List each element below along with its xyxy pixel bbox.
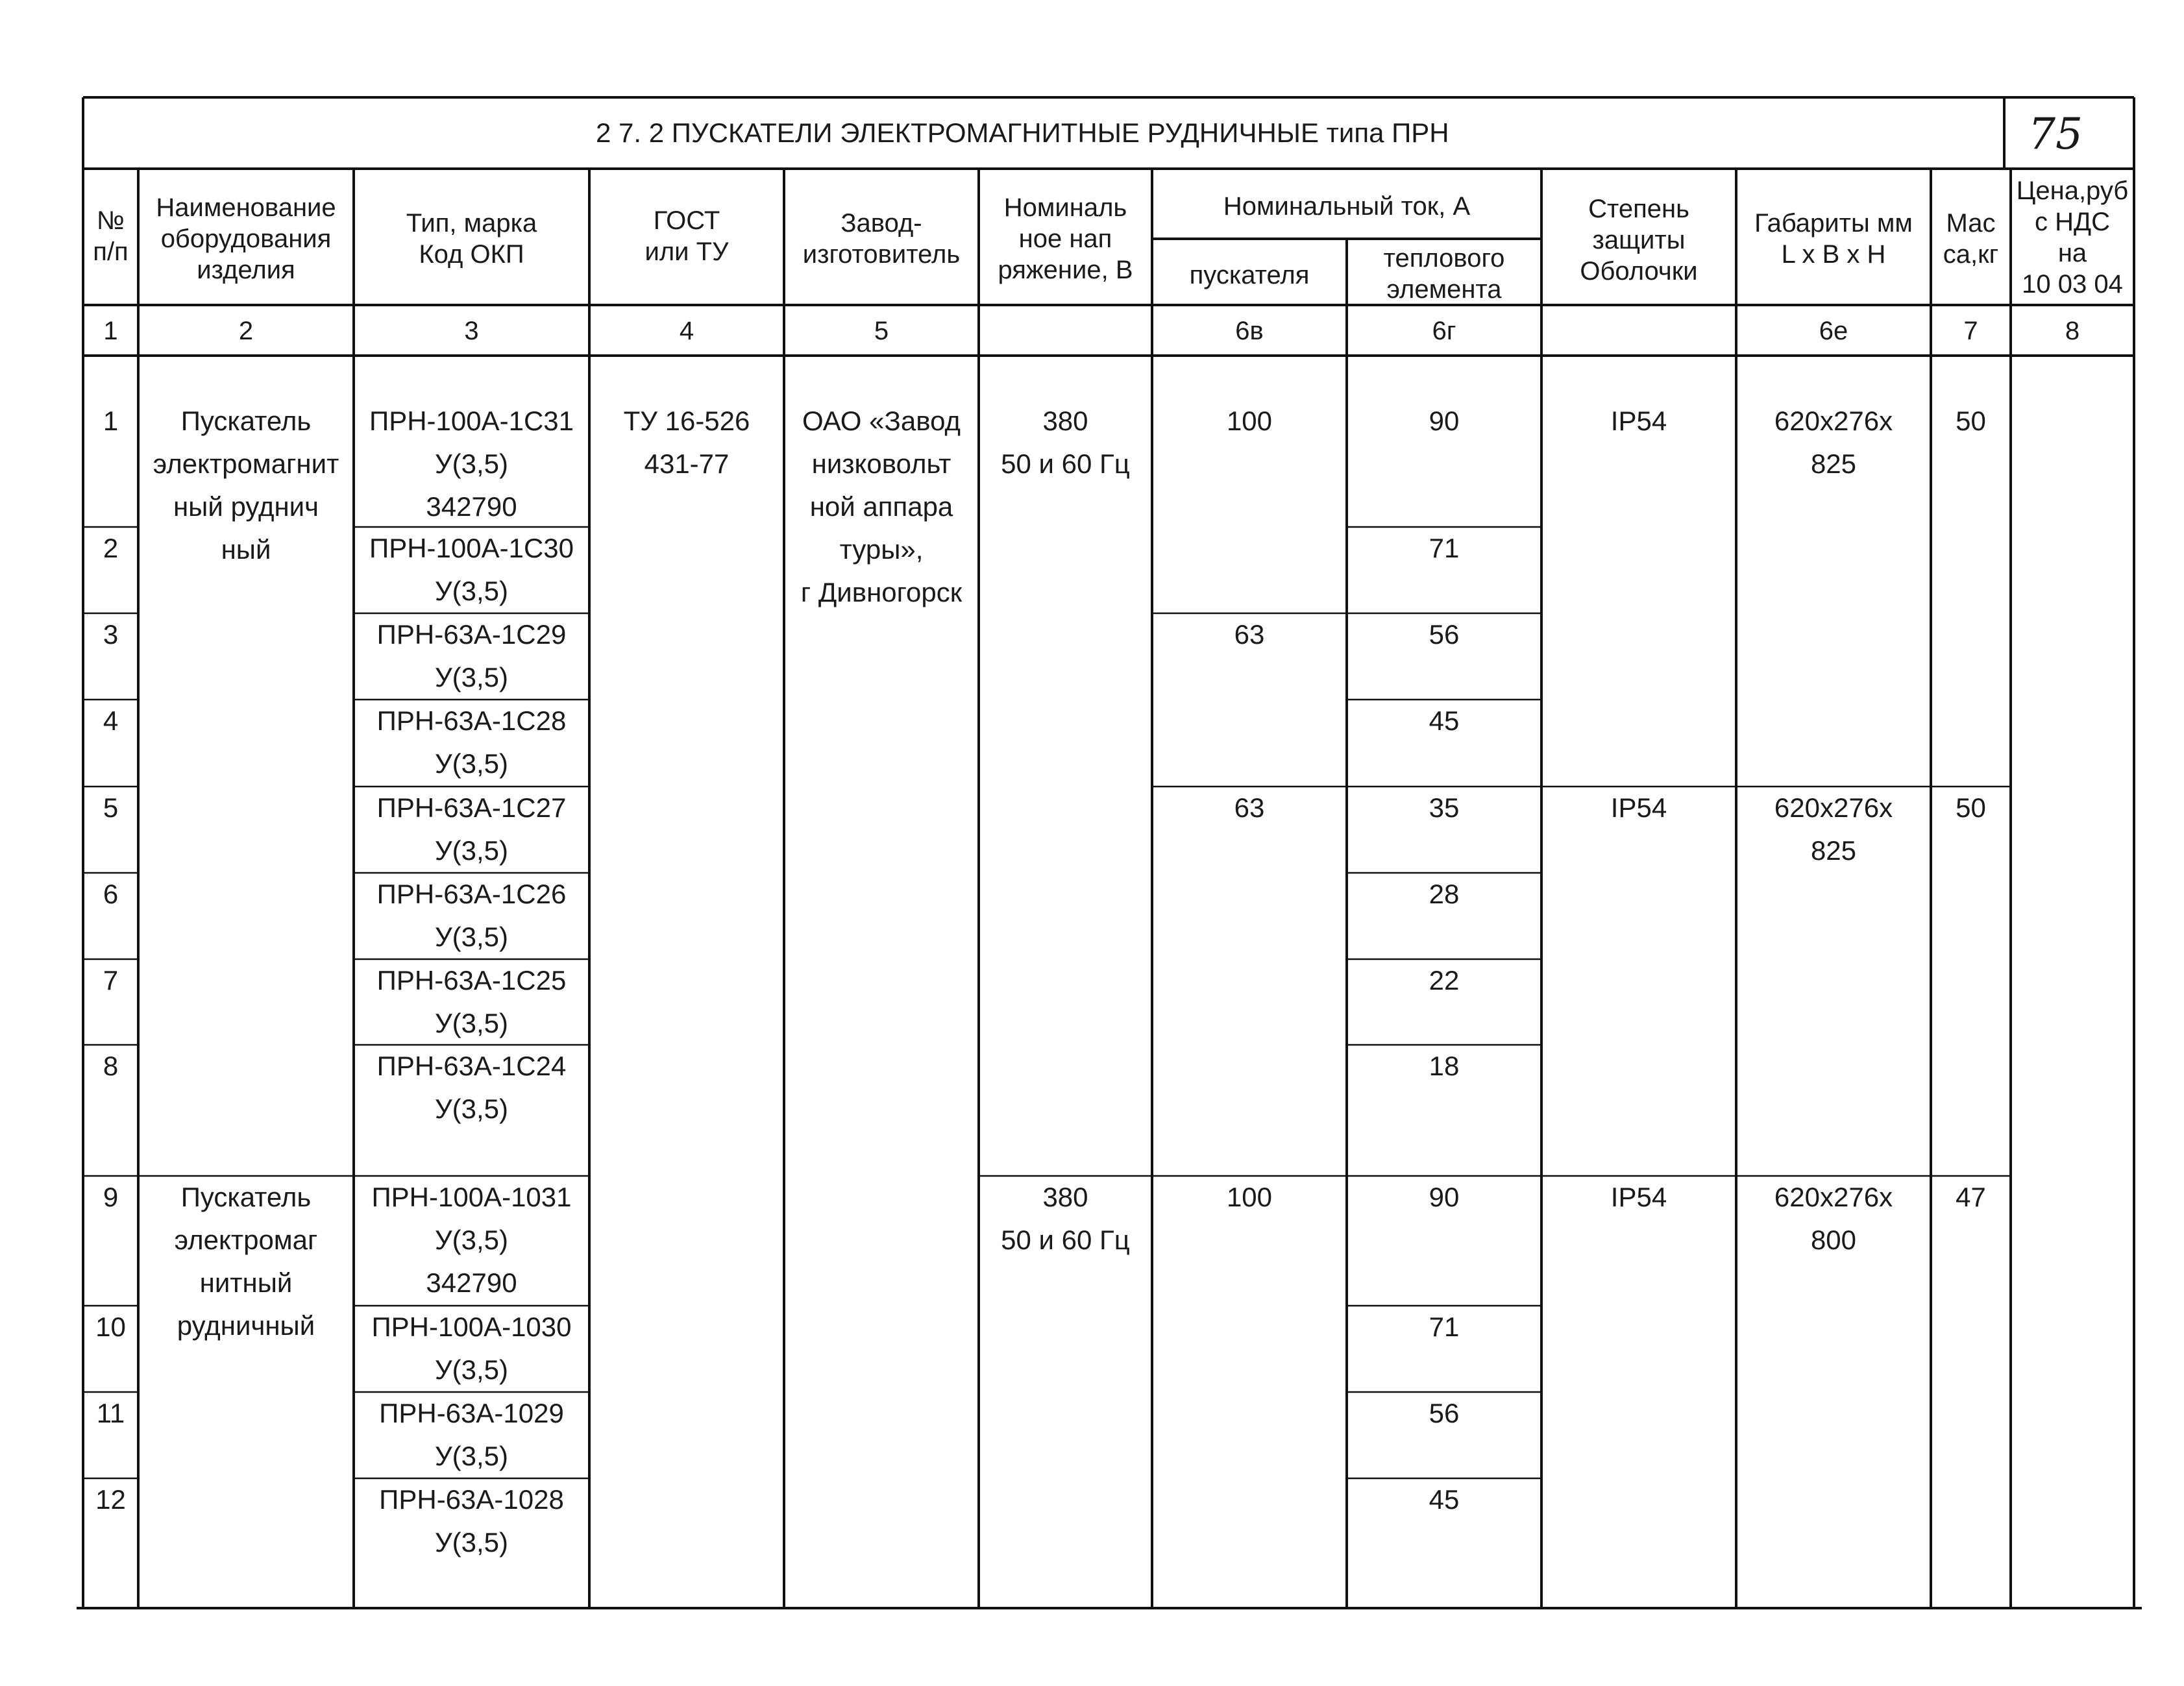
row-number: 2 xyxy=(103,533,119,563)
header-voltage: Номиналь ное нап ряжение, В xyxy=(998,193,1133,284)
row-number: 5 xyxy=(103,792,119,823)
thermal-current-cell: 90 xyxy=(1429,406,1460,436)
colnum-2: 2 xyxy=(238,317,254,345)
colnum-4: 4 xyxy=(679,317,694,345)
type-cell: ПРН-63А-1С28 У(3,5) xyxy=(376,705,567,779)
header-num: № п/п xyxy=(93,206,129,266)
colnum-3: 3 xyxy=(464,317,479,345)
colnum-6g: 6г xyxy=(1432,317,1456,345)
group1-dims: 620х276х 825 xyxy=(1774,792,1893,866)
type-cell: ПРН-63А-1С25 У(3,5) xyxy=(376,965,567,1038)
group2-mass: 47 xyxy=(1956,1182,1986,1212)
thermal-current-cell: 71 xyxy=(1429,1312,1460,1342)
colnum-6e: 6е xyxy=(1819,317,1848,345)
colnum-6v: 6в xyxy=(1235,317,1264,345)
group1-protection: IP54 xyxy=(1610,792,1667,823)
header-name: Наименование оборудования изделия xyxy=(156,193,336,284)
header-protection: Степень защиты Оболочки xyxy=(1580,195,1698,286)
group1-starter-current: 63 xyxy=(1234,619,1265,650)
header-type: Тип, марка Код ОКП xyxy=(406,209,537,269)
row-number: 7 xyxy=(103,965,119,996)
group1-dims: 620х276х 825 xyxy=(1774,406,1893,479)
colnum-8: 8 xyxy=(2065,317,2080,345)
header-gost: ГОСТ или ТУ xyxy=(644,206,729,266)
group2-starter-current: 100 xyxy=(1226,1182,1273,1212)
group1-mass: 50 xyxy=(1956,792,1986,823)
header-dims: Габариты мм L x B x H xyxy=(1754,209,1913,269)
header-price: Цена,руб с НДС на 10 03 04 xyxy=(2016,177,2129,299)
type-cell: ПРН-63А-1028 У(3,5) xyxy=(379,1484,564,1558)
row-number: 12 xyxy=(95,1484,126,1515)
colnum-1: 1 xyxy=(103,317,118,345)
page-number: 75 xyxy=(2028,109,2083,159)
row-number: 8 xyxy=(103,1051,119,1081)
thermal-current-cell: 45 xyxy=(1429,1484,1460,1515)
thermal-current-cell: 28 xyxy=(1429,879,1460,909)
thermal-current-cell: 90 xyxy=(1429,1182,1460,1212)
type-cell: ПРН-100А-1030 У(3,5) xyxy=(371,1312,572,1385)
thermal-current-cell: 56 xyxy=(1429,1398,1460,1428)
type-cell: ПРН-63А-1С24 У(3,5) xyxy=(376,1051,567,1124)
row-number: 6 xyxy=(103,879,119,909)
header-current-group: Номинальный ток, А xyxy=(1223,192,1471,221)
colnum-5: 5 xyxy=(874,317,889,345)
group1-mass: 50 xyxy=(1956,406,1986,436)
group2-protection: IP54 xyxy=(1610,1182,1667,1212)
type-cell: ПРН-63А-1029 У(3,5) xyxy=(379,1398,564,1471)
type-cell: ПРН-63А-1С26 У(3,5) xyxy=(376,879,567,952)
thermal-current-cell: 45 xyxy=(1429,705,1460,736)
header-mass: Мас са,кг xyxy=(1943,209,1999,269)
group1-maker: ОАО «Завод низковольт ной аппара туры», г Дивногорск xyxy=(800,406,963,607)
group1-starter-current: 100 xyxy=(1226,406,1273,436)
thermal-current-cell: 18 xyxy=(1429,1051,1460,1081)
header-current-starter: пускателя xyxy=(1189,261,1310,289)
colnum-7: 7 xyxy=(1963,317,1978,345)
type-cell: ПРН-100А-1С31 У(3,5) 342790 xyxy=(369,406,574,522)
row-number: 10 xyxy=(95,1312,126,1342)
group1-protection: IP54 xyxy=(1610,406,1667,436)
row-number: 4 xyxy=(103,705,119,736)
page-title: 2 7. 2 ПУСКАТЕЛИ ЭЛЕКТРОМАГНИТНЫЕ РУДНИЧНЫЕ типа ПРН xyxy=(596,117,1449,148)
type-cell: ПРН-63А-1С29 У(3,5) xyxy=(376,619,567,692)
type-cell: ПРН-100А-1031 У(3,5) 342790 xyxy=(371,1182,572,1298)
thermal-current-cell: 56 xyxy=(1429,619,1460,650)
type-cell: ПРН-100А-1С30 У(3,5) xyxy=(369,533,574,606)
group1-voltage: 380 50 и 60 Гц xyxy=(1001,406,1130,479)
row-number: 1 xyxy=(103,406,119,436)
thermal-current-cell: 35 xyxy=(1429,792,1460,823)
group1-name: Пускатель электромагнит ный руднич ный xyxy=(153,406,339,565)
row-number: 11 xyxy=(96,1398,125,1428)
group2-name: Пускатель электромаг нитный рудничный xyxy=(174,1182,318,1341)
header-maker: Завод- изготовитель xyxy=(802,209,961,269)
group2-voltage: 380 50 и 60 Гц xyxy=(1001,1182,1130,1255)
thermal-current-cell: 22 xyxy=(1429,965,1460,996)
thermal-current-cell: 71 xyxy=(1429,533,1460,563)
row-number: 3 xyxy=(103,619,119,650)
row-number: 9 xyxy=(103,1182,119,1212)
group2-dims: 620х276х 800 xyxy=(1774,1182,1893,1255)
group1-gost: ТУ 16-526 431-77 xyxy=(623,406,750,479)
type-cell: ПРН-63А-1С27 У(3,5) xyxy=(376,792,567,866)
group1-starter-current: 63 xyxy=(1234,792,1265,823)
header-current-thermal: теплового элемента xyxy=(1383,244,1505,304)
